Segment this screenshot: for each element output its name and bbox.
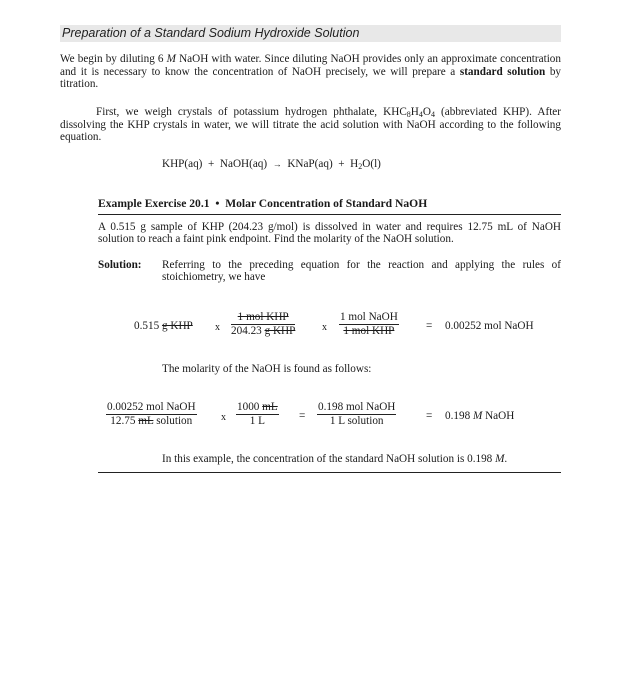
example-problem: A 0.515 g sample of KHP (204.23 g/mol) is dissolved in water and requires 12.75 mL of NaOH solution to reach a faint pink endpoint. Find the molarity of the NaOH solution. [98,221,561,246]
calc1-fraction-1 [231,311,295,338]
intro-p2-h: H [410,106,419,118]
calc1-times-1: x [215,322,220,333]
section-title: Preparation of a Standard Sodium Hydroxide Solution [62,26,360,40]
calc2-fraction-2 [236,401,279,428]
calc2-result-molar: M [472,410,483,422]
calc1-result: 0.00252 mol NaOH [445,320,534,332]
calc1-f1-den-unit: g KHP [264,325,296,337]
intro-p1-rest: NaOH with water. Since diluting NaOH provides only an approximate concentration and it is necessary to know the concentration of NaOH precisely, we will prepare a [60,53,561,78]
example-title: Molar Concentration of Standard NaOH [225,197,428,210]
intro-p1-molar: M [166,53,176,65]
eq-product-knap: KNaP(aq) [287,158,333,170]
calc1-equals: = [426,320,433,332]
intro-p2-rest: (abbreviated KHP). After dissolving the KHP crystals in water, we will titrate the acid solution with NaOH according to the following equation. [60,106,561,144]
intro-p2-sub-2: 4 [418,110,423,119]
eq-reactant-naoh: NaOH(aq) [219,158,268,170]
intro-p1-bold-term: standard solution [459,65,546,78]
intro-paragraph-2 [60,106,561,144]
calc2-f2-num-value: 1000 [237,401,263,413]
calc1-f1-numerator: 1 mol KHP [231,311,295,325]
intro-p2-o: O [422,106,431,118]
chemical-equation [162,158,381,170]
calc1-start-unit: g KHP [161,320,193,332]
example-bottom-rule [98,472,561,473]
example-heading [98,196,561,215]
calc2-equals-2: = [426,410,433,422]
calc1-f2-denominator: 1 mol KHP [343,325,395,337]
calc2-f3-denominator: 1 L solution [329,415,384,427]
conclusion-molar: M [495,453,505,465]
intro-p2-text: First, we weigh crystals of potassium hydrogen phthalate, KHC [96,106,407,118]
example-number: Example Exercise 20.1 [98,197,210,210]
calc1-fraction-2 [339,311,399,338]
eq-product-water-sub: 2 [358,162,363,171]
solution-label: Solution: [98,259,142,271]
calc2-fraction-1 [106,401,197,428]
conclusion-body: In this example, the concentration of the standard NaOH solution is 0.198 [162,453,496,465]
calc2-f3-numerator: 0.198 mol NaOH [318,401,396,413]
calc2-f2-denominator: 1 L [249,415,265,427]
calc2-f2-num-unit: mL [262,401,278,413]
calc1-times-2: x [322,322,327,333]
calc2-f1-den-unit: mL [138,415,154,427]
calc2-result-unit: NaOH [482,410,515,422]
intro-paragraph-1 [60,53,561,91]
calc2-f1-den-rest: solution [153,415,193,427]
conclusion-text [162,453,507,465]
eq-plus-1: + [208,158,215,170]
eq-reactant-khp: KHP(aq) [162,158,203,170]
calc1-start-value: 0.515 [134,320,162,332]
intro-p2-sub-3: 4 [430,110,435,119]
intro-p2-sub-1: 8 [406,110,411,119]
calc2-times: x [221,412,226,423]
eq-product-water-rest: O(l) [362,158,381,170]
eq-product-water-h: H [350,158,359,170]
molarity-intro: The molarity of the NaOH is found as follows: [162,363,372,375]
calc1-start [134,320,193,332]
solution-text: Referring to the preceding equation for the reaction and applying the rules of stoichiometry, we have [162,259,561,284]
eq-arrow-icon: → [272,159,282,169]
calc1-f2-numerator: 1 mol NaOH [340,311,398,323]
calc2-equals-1: = [299,410,306,422]
eq-plus-2: + [338,158,345,170]
conclusion-end: . [504,453,508,465]
intro-p1-text: We begin by diluting 6 [60,53,167,65]
intro-p1-end: by titration. [60,65,562,91]
calc2-f1-den-value: 12.75 [110,415,139,427]
calc2-f1-numerator: 0.00252 mol NaOH [107,401,196,413]
calc2-result [445,410,514,422]
calc2-fraction-3 [317,401,396,428]
calc1-f1-den-value: 204.23 [231,325,265,337]
calc2-result-value: 0.198 [445,410,473,422]
bullet-icon: • [215,197,220,210]
